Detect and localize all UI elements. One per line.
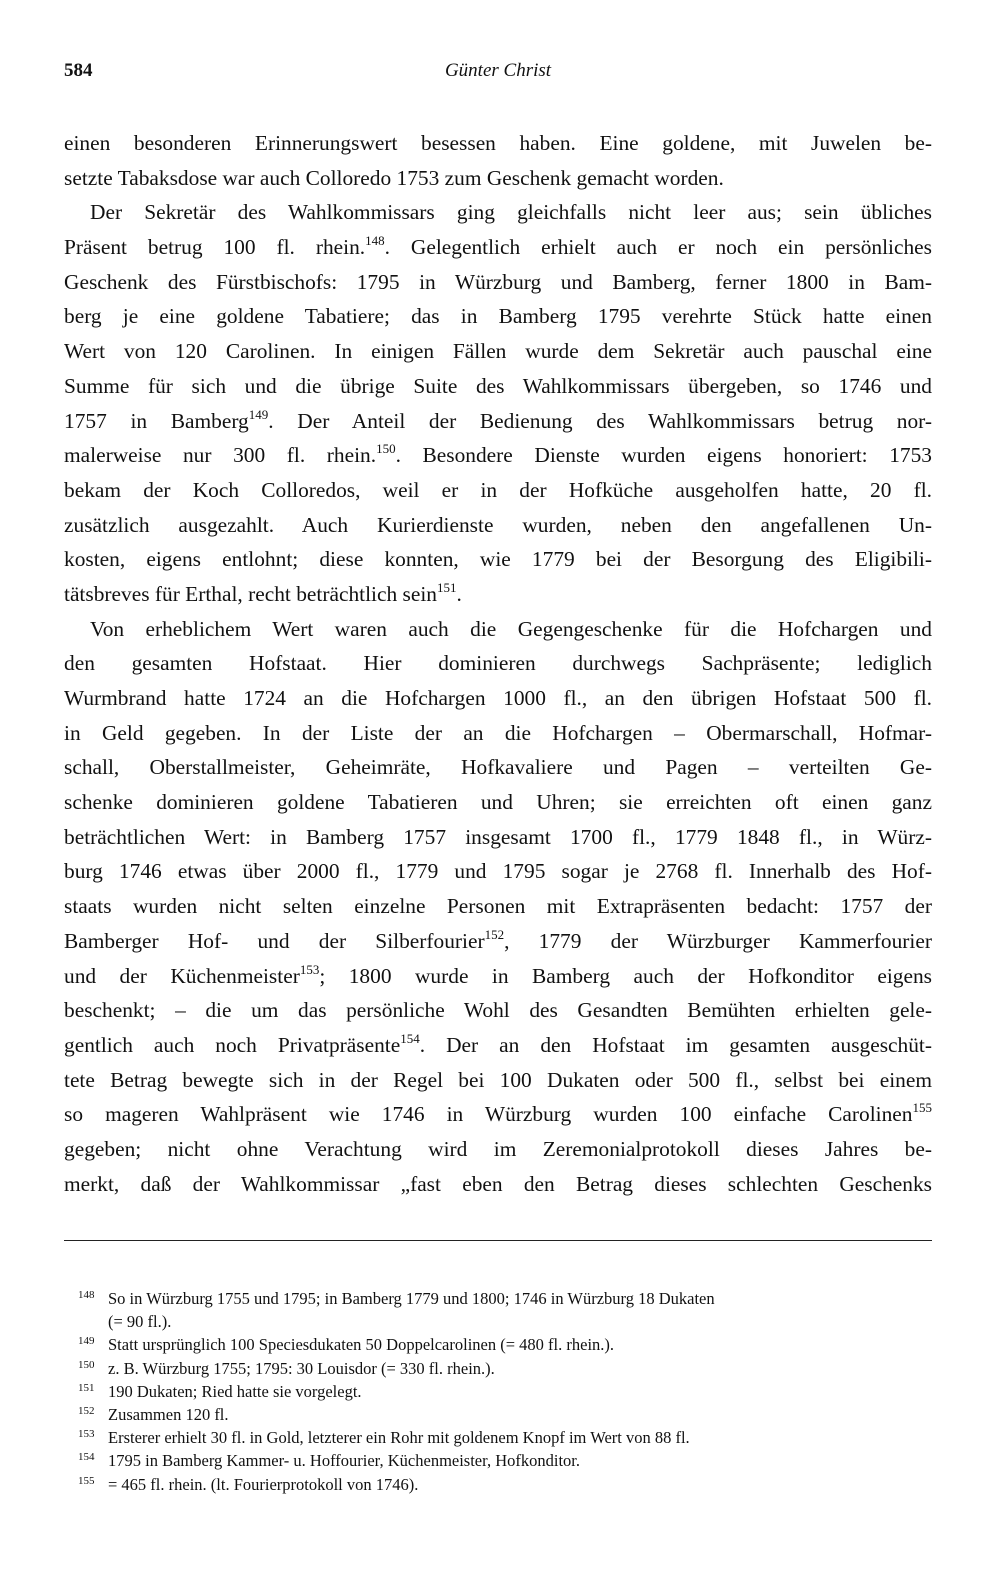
text-line-content: gentlich auch noch Privatpräsente — [64, 1032, 401, 1057]
text-line-content: Wert von 120 Carolinen. In einigen Fällen wurde dem Sekretär auch pauschal eine — [64, 339, 932, 364]
page-number: 584 — [64, 60, 93, 81]
text-line — [64, 195, 932, 230]
footnote-divider — [64, 1240, 932, 1241]
text-line-content: schenke dominieren goldene Tabatieren und Uhren; sie erreichten oft einen ganz — [64, 790, 932, 815]
text-line-content: einen besonderen Erinnerungswert besessen haben. Eine goldene, mit Juwelen be- — [64, 131, 932, 155]
text-line-content: beschenkt; – die um das persönliche Wohl des Gesandten Bemühten erhielten gele- — [64, 998, 932, 1023]
footnote: 151 190 Dukaten; Ried hatte sie vorgelegt. — [78, 1381, 362, 1401]
text-line — [64, 438, 932, 473]
text-line-content: gegeben; nicht ohne Verachtung wird im Zeremonialprotokoll dieses Jahres be- — [64, 1136, 932, 1161]
text-line — [64, 299, 932, 334]
footnote-reference: 151 — [437, 579, 457, 595]
text-line-continuation: . — [456, 581, 462, 606]
footnote-text: 1795 in Bamberg Kammer- u. Hoffourier, Küchenmeister, Hofkonditor. — [108, 1451, 581, 1471]
text-line — [64, 265, 932, 300]
text-line — [64, 1097, 932, 1132]
text-line — [64, 334, 932, 369]
text-line — [64, 1167, 932, 1202]
footnote — [64, 1310, 932, 1333]
text-line — [64, 681, 932, 716]
text-line-content: und der Küchenmeister — [64, 963, 300, 988]
text-line — [64, 1028, 932, 1063]
text-line — [64, 1063, 932, 1098]
footnote-reference: 153 — [299, 961, 320, 977]
text-line-continuation: . Der an den Hofstaat im gesamten ausgeschüt- — [419, 1032, 932, 1057]
text-line-content: Bamberger Hof- und der Silberfourier — [64, 928, 485, 953]
text-line — [64, 646, 932, 681]
text-line-content: schall, Oberstallmeister, Geheimräte, Hofkavaliere und Pagen – verteilten Ge- — [64, 755, 932, 780]
text-line — [64, 820, 932, 855]
footnotes — [64, 1287, 932, 1496]
footnote-reference: 155 — [912, 1100, 932, 1116]
page-header — [64, 60, 932, 90]
footnote-text: z. B. Würzburg 1755; 1795: 30 Louisdor (= 330 fl. rhein.). — [108, 1358, 495, 1378]
footnote: 150 z. B. Würzburg 1755; 1795: 30 Louisdor (= 330 fl. rhein.). — [78, 1358, 495, 1378]
footnote-text: Zusammen 120 fl. — [108, 1404, 229, 1424]
footnote-reference: 148 — [365, 233, 385, 249]
footnote-reference: 149 — [248, 406, 269, 422]
text-line — [64, 750, 932, 785]
text-line-continuation: . Besondere Dienste wurden eigens honoriert: 1753 — [395, 443, 932, 468]
footnote: 154 1795 in Bamberg Kammer- u. Hoffourier, Küchenmeister, Hofkonditor. — [78, 1451, 581, 1471]
text-line-content: Präsent betrug 100 fl. rhein. — [64, 235, 366, 260]
body-text — [64, 126, 932, 1201]
text-line-content: Der Sekretär des Wahlkommissars ging gleichfalls nicht leer aus; sein übliches — [90, 200, 932, 225]
text-line — [64, 369, 932, 404]
text-line-content: bekam der Koch Colloredos, weil er in der Hofküche ausgeholfen hatte, 20 fl. — [64, 477, 932, 502]
text-line-continuation: . Gelegentlich erhielt auch er noch ein persönliches — [384, 235, 932, 260]
text-line — [64, 612, 932, 647]
text-line — [64, 889, 932, 924]
footnote: 149 Statt ursprünglich 100 Speciesdukaten 50 Doppelcarolinen (= 480 fl. rhein.). — [78, 1335, 615, 1355]
text-line — [64, 126, 932, 161]
footnote: 155 = 465 fl. rhein. (lt. Fourierprotokoll von 1746). — [78, 1474, 419, 1494]
text-line — [64, 230, 932, 265]
text-line — [64, 161, 932, 196]
running-head: Günter Christ — [444, 60, 552, 81]
text-line-content: Von erheblichem Wert waren auch die Gegengeschenke für die Hofchargen und — [90, 616, 932, 641]
text-line-content: burg 1746 etwas über 2000 fl., 1779 und 1795 sogar je 2768 fl. Innerhalb des Hof- — [64, 859, 932, 884]
text-line-content: Geschenk des Fürstbischofs: 1795 in Würzburg und Bamberg, ferner 1800 in Bam- — [64, 269, 932, 294]
text-line-content: so mageren Wahlpräsent wie 1746 in Würzburg wurden 100 einfache Carolinen — [64, 1102, 913, 1127]
text-line-content: Summe für sich und die übrige Suite des Wahlkommissars übergeben, so 1746 und — [64, 373, 932, 398]
text-line — [64, 1132, 932, 1167]
text-line-content: tätsbreves für Erthal, recht beträchtlich sein — [64, 581, 437, 606]
footnote: 153 Ersterer erhielt 30 fl. in Gold, letzterer ein Rohr mit goldenem Knopf im Wert von 88 fl. — [78, 1428, 690, 1448]
text-line-content: setzte Tabaksdose war auch Colloredo 1753 zum Geschenk gemacht worden. — [64, 165, 724, 190]
text-line-content: den gesamten Hofstaat. Hier dominieren durchwegs Sachpräsente; lediglich — [64, 651, 932, 676]
text-line — [64, 785, 932, 820]
text-line — [64, 924, 932, 959]
text-line-content: in Geld gegeben. In der Liste der an die Hofchargen – Obermarschall, Hofmar- — [64, 720, 932, 745]
text-line — [64, 404, 932, 439]
text-line-content: berg je eine goldene Tabatiere; das in Bamberg 1795 verehrte Stück hatte einen — [64, 304, 932, 329]
footnote-text: So in Würzburg 1755 und 1795; in Bamberg 1779 und 1800; 1746 in Würzburg 18 Dukaten — [108, 1289, 715, 1308]
text-line-content: malerweise nur 300 fl. rhein. — [64, 443, 377, 468]
footnote-text: Ersterer erhielt 30 fl. in Gold, letzterer ein Rohr mit goldenem Knopf im Wert von 88 fl. — [108, 1428, 690, 1448]
text-line-content: beträchtlichen Wert: in Bamberg 1757 insgesamt 1700 fl., 1779 1848 fl., in Würz- — [64, 824, 932, 849]
text-line — [64, 854, 932, 889]
footnote-reference: 154 — [400, 1030, 420, 1046]
text-line-content: Wurmbrand hatte 1724 an die Hofchargen 1000 fl., an den übrigen Hofstaat 500 fl. — [64, 686, 932, 710]
footnote-reference: 150 — [376, 441, 396, 457]
footnote-reference: 152 — [484, 926, 505, 942]
text-line-continuation: . Der Anteil der Bedienung des Wahlkommissars betrug nor- — [268, 408, 932, 433]
text-line-content: 1757 in Bamberg — [64, 408, 249, 433]
text-line — [64, 508, 932, 543]
text-line-continuation: , 1779 der Würzburger Kammerfourier — [504, 928, 932, 953]
text-line-content: merkt, daß der Wahlkommissar „fast eben den Betrag dieses schlechten Geschenks — [64, 1171, 932, 1196]
footnote: 152 Zusammen 120 fl. — [78, 1404, 229, 1424]
text-line — [64, 959, 932, 994]
text-line-content: kosten, eigens entlohnt; diese konnten, wie 1779 bei der Besorgung des Eligibili- — [64, 547, 932, 572]
text-line-content: zusätzlich ausgezahlt. Auch Kurierdienste wurden, neben den angefallenen Un- — [64, 512, 932, 537]
footnote-text: (= 90 fl.). — [108, 1312, 172, 1332]
text-line — [64, 993, 932, 1028]
text-line — [64, 577, 932, 612]
text-line — [64, 716, 932, 751]
text-line-content: staats wurden nicht selten einzelne Personen mit Extrapräsenten bedacht: 1757 der — [64, 894, 932, 919]
text-line — [64, 542, 932, 577]
footnote-text: = 465 fl. rhein. (lt. Fourierprotokoll von 1746). — [108, 1474, 419, 1494]
text-line-content: tete Betrag bewegte sich in der Regel bei 100 Dukaten oder 500 fl., selbst bei einem — [64, 1067, 932, 1092]
footnote: 148 So in Würzburg 1755 und 1795; in Bamberg 1779 und 1800; 1746 in Würzburg 18 Dukaten — [78, 1289, 715, 1308]
footnote-text: 190 Dukaten; Ried hatte sie vorgelegt. — [108, 1381, 362, 1401]
text-line — [64, 473, 932, 508]
text-line-continuation: ; 1800 wurde in Bamberg auch der Hofkonditor eigens — [319, 963, 933, 988]
footnote-text: Statt ursprünglich 100 Speciesdukaten 50 Doppelcarolinen (= 480 fl. rhein.). — [108, 1335, 615, 1355]
